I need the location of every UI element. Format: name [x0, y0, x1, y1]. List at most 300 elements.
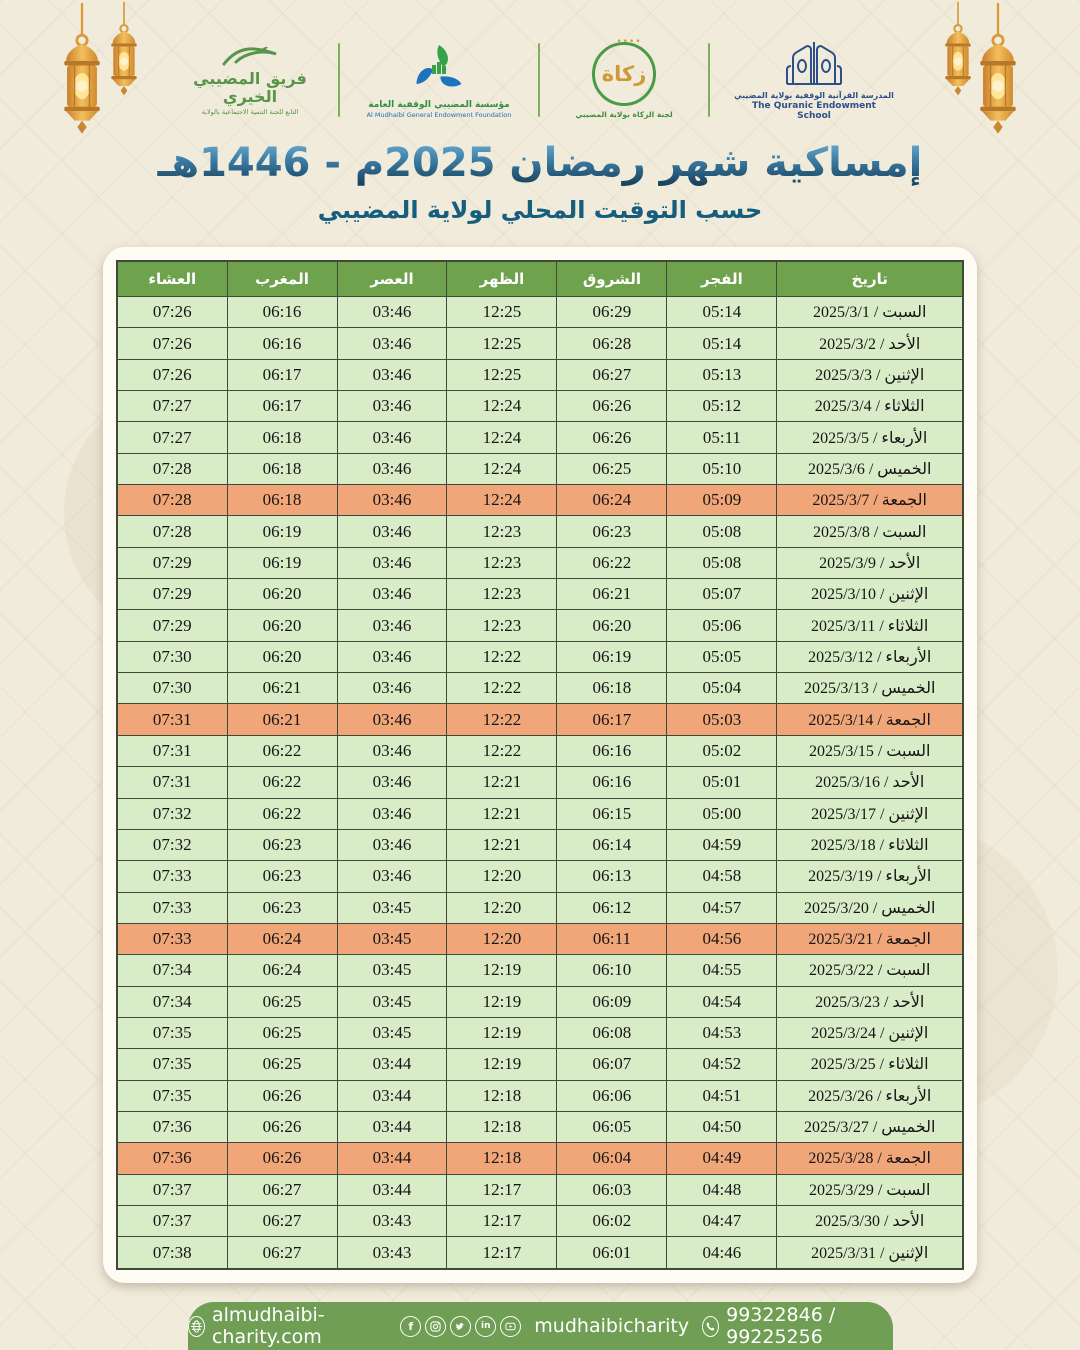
column-header-fajr: الفجر — [667, 261, 777, 297]
cell-dhuhr: 12:22 — [447, 704, 557, 735]
cell-shurooq: 06:16 — [557, 735, 667, 766]
cell-shurooq: 06:17 — [557, 704, 667, 735]
cell-fajr: 05:10 — [667, 453, 777, 484]
cell-maghrib: 06:22 — [227, 767, 337, 798]
cell-maghrib: 06:19 — [227, 516, 337, 547]
cell-shurooq: 06:26 — [557, 422, 667, 453]
cell-maghrib: 06:27 — [227, 1174, 337, 1205]
cell-dhuhr: 12:17 — [447, 1174, 557, 1205]
cell-shurooq: 06:13 — [557, 861, 667, 892]
cell-shurooq: 06:07 — [557, 1049, 667, 1080]
cell-isha: 07:36 — [117, 1143, 227, 1174]
cell-fajr: 05:01 — [667, 767, 777, 798]
cell-asr: 03:45 — [337, 1017, 447, 1048]
cell-isha: 07:27 — [117, 422, 227, 453]
cell-maghrib: 06:20 — [227, 641, 337, 672]
cell-shurooq: 06:23 — [557, 516, 667, 547]
cell-date: الجمعة / 2025/3/7 — [777, 485, 963, 516]
lantern-icon — [54, 0, 110, 146]
table-row — [117, 422, 963, 453]
cell-isha: 07:31 — [117, 704, 227, 735]
social-handle-text: mudhaibicharity — [534, 1315, 690, 1337]
cell-maghrib: 06:24 — [227, 923, 337, 954]
table-row — [117, 704, 963, 735]
cell-maghrib: 06:21 — [227, 673, 337, 704]
cell-asr: 03:44 — [337, 1080, 447, 1111]
table-row — [117, 297, 963, 328]
column-header-shurooq: الشروق — [557, 261, 667, 297]
cell-fajr: 05:08 — [667, 516, 777, 547]
cell-shurooq: 06:21 — [557, 579, 667, 610]
cell-date: الثلاثاء / 2025/3/11 — [777, 610, 963, 641]
globe-icon — [188, 1316, 205, 1337]
cell-date: الأربعاء / 2025/3/5 — [777, 422, 963, 453]
table-row — [117, 735, 963, 766]
phone-numbers: 99322846 / 99225256 — [726, 1304, 836, 1348]
cell-date: الأحد / 2025/3/2 — [777, 328, 963, 359]
cell-fajr: 04:57 — [667, 892, 777, 923]
cell-shurooq: 06:22 — [557, 547, 667, 578]
cell-asr: 03:46 — [337, 297, 447, 328]
cell-asr: 03:45 — [337, 955, 447, 986]
cell-date: الإثنين / 2025/3/10 — [777, 579, 963, 610]
cell-shurooq: 06:02 — [557, 1205, 667, 1236]
cell-dhuhr: 12:20 — [447, 923, 557, 954]
cell-isha: 07:27 — [117, 391, 227, 422]
zakat-ring-icon — [592, 36, 656, 106]
cell-asr: 03:44 — [337, 1049, 447, 1080]
cell-shurooq: 06:08 — [557, 1017, 667, 1048]
table-row — [117, 641, 963, 672]
cell-maghrib: 06:19 — [227, 547, 337, 578]
cell-maghrib: 06:17 — [227, 391, 337, 422]
cell-fajr: 05:04 — [667, 673, 777, 704]
cell-isha: 07:31 — [117, 735, 227, 766]
cell-shurooq: 06:28 — [557, 328, 667, 359]
cell-isha: 07:28 — [117, 516, 227, 547]
cell-dhuhr: 12:24 — [447, 391, 557, 422]
zakat-word: زكاة — [601, 61, 647, 86]
table-row — [117, 767, 963, 798]
cell-asr: 03:46 — [337, 861, 447, 892]
cell-isha: 07:33 — [117, 892, 227, 923]
cell-fajr: 05:11 — [667, 422, 777, 453]
cell-asr: 03:46 — [337, 328, 447, 359]
cell-asr: 03:43 — [337, 1237, 447, 1269]
cell-asr: 03:43 — [337, 1205, 447, 1236]
cell-maghrib: 06:24 — [227, 955, 337, 986]
table-row — [117, 1237, 963, 1269]
handle-segment — [534, 1315, 689, 1337]
website-segment — [188, 1304, 387, 1348]
cell-fajr: 05:09 — [667, 485, 777, 516]
table-row — [117, 986, 963, 1017]
cell-date: الأربعاء / 2025/3/19 — [777, 861, 963, 892]
table-row — [117, 673, 963, 704]
cell-shurooq: 06:06 — [557, 1080, 667, 1111]
cell-maghrib: 06:26 — [227, 1143, 337, 1174]
cell-fajr: 04:54 — [667, 986, 777, 1017]
cell-asr: 03:46 — [337, 673, 447, 704]
cell-date: الأربعاء / 2025/3/12 — [777, 641, 963, 672]
logo-zakat-title: لجنة الزكاة بولاية المضيبي — [575, 109, 673, 119]
cell-asr: 03:46 — [337, 453, 447, 484]
timetable-card — [103, 247, 977, 1283]
cell-dhuhr: 12:25 — [447, 328, 557, 359]
table-row — [117, 1143, 963, 1174]
phone-icon — [702, 1316, 719, 1337]
cell-date: الخميس / 2025/3/6 — [777, 453, 963, 484]
cell-maghrib: 06:25 — [227, 1017, 337, 1048]
cell-maghrib: 06:16 — [227, 297, 337, 328]
table-row — [117, 1080, 963, 1111]
cell-asr: 03:46 — [337, 516, 447, 547]
cell-date: الأحد / 2025/3/16 — [777, 767, 963, 798]
cell-shurooq: 06:11 — [557, 923, 667, 954]
cell-dhuhr: 12:23 — [447, 579, 557, 610]
cell-maghrib: 06:18 — [227, 422, 337, 453]
cell-maghrib: 06:18 — [227, 453, 337, 484]
table-row — [117, 516, 963, 547]
cell-asr: 03:44 — [337, 1143, 447, 1174]
cell-maghrib: 06:18 — [227, 485, 337, 516]
cell-date: السبت / 2025/3/29 — [777, 1174, 963, 1205]
cell-fajr: 05:12 — [667, 391, 777, 422]
cell-asr: 03:45 — [337, 892, 447, 923]
cell-isha: 07:31 — [117, 767, 227, 798]
cell-dhuhr: 12:20 — [447, 892, 557, 923]
cell-fajr: 04:56 — [667, 923, 777, 954]
cell-maghrib: 06:26 — [227, 1080, 337, 1111]
lantern-icon — [970, 0, 1026, 146]
table-row — [117, 453, 963, 484]
cell-date: الثلاثاء / 2025/3/4 — [777, 391, 963, 422]
table-row — [117, 923, 963, 954]
table-row — [117, 1049, 963, 1080]
cell-fajr: 04:52 — [667, 1049, 777, 1080]
cell-maghrib: 06:17 — [227, 359, 337, 390]
cell-dhuhr: 12:21 — [447, 767, 557, 798]
cell-asr: 03:46 — [337, 735, 447, 766]
cell-shurooq: 06:04 — [557, 1143, 667, 1174]
table-row — [117, 829, 963, 860]
cell-asr: 03:46 — [337, 704, 447, 735]
cell-isha: 07:26 — [117, 297, 227, 328]
cell-dhuhr: 12:21 — [447, 829, 557, 860]
cell-date: الإثنين / 2025/3/24 — [777, 1017, 963, 1048]
cell-isha: 07:35 — [117, 1017, 227, 1048]
cell-fajr: 04:59 — [667, 829, 777, 860]
cell-isha: 07:29 — [117, 547, 227, 578]
cell-isha: 07:34 — [117, 986, 227, 1017]
cell-dhuhr: 12:23 — [447, 610, 557, 641]
logo-foundation-title: مؤسسة المضيبي الوقفية العامة — [368, 100, 510, 110]
cell-fajr: 04:53 — [667, 1017, 777, 1048]
cell-maghrib: 06:16 — [227, 328, 337, 359]
cell-date: الثلاثاء / 2025/3/18 — [777, 829, 963, 860]
cell-dhuhr: 12:21 — [447, 798, 557, 829]
column-header-isha: العشاء — [117, 261, 227, 297]
cell-fajr: 04:50 — [667, 1111, 777, 1142]
youtube-icon — [500, 1316, 521, 1337]
logo-quranic-school — [734, 40, 894, 121]
cell-fajr: 05:13 — [667, 359, 777, 390]
cell-fajr: 04:58 — [667, 861, 777, 892]
table-row — [117, 892, 963, 923]
cell-dhuhr: 12:17 — [447, 1205, 557, 1236]
cell-date: الإثنين / 2025/3/31 — [777, 1237, 963, 1269]
cell-date: الثلاثاء / 2025/3/25 — [777, 1049, 963, 1080]
cell-isha: 07:29 — [117, 610, 227, 641]
cell-isha: 07:38 — [117, 1237, 227, 1269]
cell-dhuhr: 12:23 — [447, 516, 557, 547]
cell-dhuhr: 12:19 — [447, 1049, 557, 1080]
website-text: almudhaibi-charity.com — [211, 1304, 325, 1348]
cell-isha: 07:30 — [117, 673, 227, 704]
cell-maghrib: 06:25 — [227, 1049, 337, 1080]
cell-isha: 07:36 — [117, 1111, 227, 1142]
table-row — [117, 485, 963, 516]
cell-isha: 07:29 — [117, 579, 227, 610]
cell-fajr: 05:03 — [667, 704, 777, 735]
logos-strip — [186, 28, 894, 132]
cell-fajr: 05:08 — [667, 547, 777, 578]
cell-shurooq: 06:25 — [557, 453, 667, 484]
cell-maghrib: 06:27 — [227, 1237, 337, 1269]
cell-shurooq: 06:09 — [557, 986, 667, 1017]
table-row — [117, 1017, 963, 1048]
cell-shurooq: 06:24 — [557, 485, 667, 516]
cell-dhuhr: 12:25 — [447, 297, 557, 328]
cell-fajr: 04:55 — [667, 955, 777, 986]
cell-asr: 03:45 — [337, 986, 447, 1017]
twitter-icon — [450, 1316, 471, 1337]
cell-fajr: 04:49 — [667, 1143, 777, 1174]
cell-fajr: 05:14 — [667, 297, 777, 328]
cell-date: السبت / 2025/3/1 — [777, 297, 963, 328]
footer-bar — [188, 1302, 893, 1350]
cell-shurooq: 06:14 — [557, 829, 667, 860]
cell-shurooq: 06:01 — [557, 1237, 667, 1269]
cell-isha: 07:35 — [117, 1080, 227, 1111]
cell-asr: 03:45 — [337, 923, 447, 954]
table-row — [117, 610, 963, 641]
cell-maghrib: 06:23 — [227, 892, 337, 923]
cell-shurooq: 06:05 — [557, 1111, 667, 1142]
cell-maghrib: 06:27 — [227, 1205, 337, 1236]
cell-maghrib: 06:21 — [227, 704, 337, 735]
cell-fajr: 05:06 — [667, 610, 777, 641]
cell-dhuhr: 12:18 — [447, 1111, 557, 1142]
cell-date: الإثنين / 2025/3/3 — [777, 359, 963, 390]
cell-dhuhr: 12:24 — [447, 422, 557, 453]
cell-isha: 07:37 — [117, 1205, 227, 1236]
cell-asr: 03:46 — [337, 547, 447, 578]
cell-isha: 07:28 — [117, 453, 227, 484]
cell-date: الخميس / 2025/3/27 — [777, 1111, 963, 1142]
logo-school-title: المدرسة القرآنية الوقفية بولاية المضيبي — [734, 90, 894, 100]
logo-charity-title: فريق المضيبي الخيري — [193, 69, 307, 106]
cell-dhuhr: 12:20 — [447, 861, 557, 892]
table-row — [117, 798, 963, 829]
cell-asr: 03:46 — [337, 610, 447, 641]
logo-school-subtitle: The Quranic Endowment School — [751, 100, 876, 121]
cell-shurooq: 06:27 — [557, 359, 667, 390]
table-row — [117, 547, 963, 578]
cell-asr: 03:46 — [337, 798, 447, 829]
cell-isha: 07:30 — [117, 641, 227, 672]
cell-isha: 07:28 — [117, 485, 227, 516]
cell-asr: 03:46 — [337, 359, 447, 390]
cell-dhuhr: 12:22 — [447, 735, 557, 766]
table-row — [117, 359, 963, 390]
cell-asr: 03:46 — [337, 767, 447, 798]
logo-divider — [538, 43, 540, 117]
cell-asr: 03:46 — [337, 641, 447, 672]
cell-dhuhr: 12:19 — [447, 986, 557, 1017]
calligraphy-swoosh-icon — [220, 44, 280, 70]
phone-segment — [702, 1304, 893, 1348]
cell-date: الجمعة / 2025/3/21 — [777, 923, 963, 954]
logo-charity-subtitle: التابع للجنة التنمية الاجتماعية بالولاية — [201, 107, 299, 116]
logo-endowment-foundation — [364, 41, 514, 119]
cell-fajr: 05:02 — [667, 735, 777, 766]
cell-date: الجمعة / 2025/3/14 — [777, 704, 963, 735]
table-row — [117, 1111, 963, 1142]
cell-dhuhr: 12:18 — [447, 1080, 557, 1111]
cell-date: السبت / 2025/3/22 — [777, 955, 963, 986]
lantern-icon — [104, 0, 144, 104]
table-row — [117, 1205, 963, 1236]
social-icons — [400, 1316, 521, 1337]
cell-date: السبت / 2025/3/15 — [777, 735, 963, 766]
cell-shurooq: 06:15 — [557, 798, 667, 829]
table-body — [117, 297, 963, 1270]
cell-dhuhr: 12:24 — [447, 485, 557, 516]
logo-divider — [338, 43, 340, 117]
cell-fajr: 05:14 — [667, 328, 777, 359]
cell-maghrib: 06:22 — [227, 798, 337, 829]
column-header-date: تاريخ — [777, 261, 963, 297]
cell-fajr: 04:46 — [667, 1237, 777, 1269]
cell-shurooq: 06:26 — [557, 391, 667, 422]
cell-dhuhr: 12:22 — [447, 641, 557, 672]
cell-dhuhr: 12:18 — [447, 1143, 557, 1174]
cell-dhuhr: 12:22 — [447, 673, 557, 704]
linkedin-icon: in — [475, 1316, 496, 1337]
cell-isha: 07:35 — [117, 1049, 227, 1080]
cell-shurooq: 06:10 — [557, 955, 667, 986]
table-row — [117, 955, 963, 986]
page-subtitle: حسب التوقيت المحلي لولاية المضيبي — [317, 196, 763, 224]
cell-asr: 03:46 — [337, 485, 447, 516]
cell-maghrib: 06:23 — [227, 861, 337, 892]
cell-isha: 07:32 — [117, 829, 227, 860]
logo-zakat-committee — [564, 36, 684, 119]
cell-maghrib: 06:20 — [227, 610, 337, 641]
cell-maghrib: 06:26 — [227, 1111, 337, 1142]
cell-fajr: 05:05 — [667, 641, 777, 672]
cell-dhuhr: 12:19 — [447, 955, 557, 986]
cell-fajr: 05:07 — [667, 579, 777, 610]
table-row — [117, 391, 963, 422]
instagram-icon — [425, 1316, 446, 1337]
column-header-maghrib: المغرب — [227, 261, 337, 297]
cell-shurooq: 06:18 — [557, 673, 667, 704]
cell-asr: 03:46 — [337, 829, 447, 860]
logo-charity-team — [186, 44, 314, 115]
cell-dhuhr: 12:17 — [447, 1237, 557, 1269]
cell-date: السبت / 2025/3/8 — [777, 516, 963, 547]
cell-isha: 07:33 — [117, 861, 227, 892]
column-header-asr: العصر — [337, 261, 447, 297]
cell-maghrib: 06:22 — [227, 735, 337, 766]
cell-asr: 03:46 — [337, 422, 447, 453]
cell-shurooq: 06:16 — [557, 767, 667, 798]
endowment-foundation-icon — [410, 41, 468, 97]
cell-fajr: 04:47 — [667, 1205, 777, 1236]
cell-maghrib: 06:23 — [227, 829, 337, 860]
cell-date: الأحد / 2025/3/23 — [777, 986, 963, 1017]
cell-asr: 03:44 — [337, 1111, 447, 1142]
cell-shurooq: 06:12 — [557, 892, 667, 923]
logo-divider — [708, 43, 710, 117]
cell-maghrib: 06:20 — [227, 579, 337, 610]
cell-fajr: 05:00 — [667, 798, 777, 829]
cell-asr: 03:44 — [337, 1174, 447, 1205]
quranic-school-icon — [783, 40, 845, 88]
table-row — [117, 861, 963, 892]
column-header-dhuhr: الظهر — [447, 261, 557, 297]
cell-dhuhr: 12:24 — [447, 453, 557, 484]
cell-date: الجمعة / 2025/3/28 — [777, 1143, 963, 1174]
cell-date: الأربعاء / 2025/3/26 — [777, 1080, 963, 1111]
wheat-sprig-icon: •••• — [616, 36, 642, 47]
cell-fajr: 04:48 — [667, 1174, 777, 1205]
cell-isha: 07:26 — [117, 328, 227, 359]
cell-isha: 07:34 — [117, 955, 227, 986]
cell-asr: 03:46 — [337, 579, 447, 610]
page-title: إمساكية شهر رمضان 2025م - 1446هـ — [0, 140, 1080, 186]
table-row — [117, 579, 963, 610]
cell-maghrib: 06:25 — [227, 986, 337, 1017]
cell-isha: 07:33 — [117, 923, 227, 954]
facebook-icon: f — [400, 1316, 421, 1337]
logo-foundation-subtitle: Al Mudhaibi General Endowment Foundation — [366, 111, 512, 119]
cell-dhuhr: 12:23 — [447, 547, 557, 578]
cell-isha: 07:37 — [117, 1174, 227, 1205]
cell-shurooq: 06:19 — [557, 641, 667, 672]
table-header-row — [117, 261, 963, 297]
cell-date: الأحد / 2025/3/30 — [777, 1205, 963, 1236]
cell-isha: 07:26 — [117, 359, 227, 390]
table-row — [117, 1174, 963, 1205]
cell-date: الأحد / 2025/3/9 — [777, 547, 963, 578]
cell-dhuhr: 12:25 — [447, 359, 557, 390]
cell-dhuhr: 12:19 — [447, 1017, 557, 1048]
cell-shurooq: 06:03 — [557, 1174, 667, 1205]
cell-fajr: 04:51 — [667, 1080, 777, 1111]
cell-asr: 03:46 — [337, 391, 447, 422]
cell-shurooq: 06:29 — [557, 297, 667, 328]
cell-isha: 07:32 — [117, 798, 227, 829]
cell-shurooq: 06:20 — [557, 610, 667, 641]
prayer-times-table — [116, 260, 964, 1270]
cell-date: الخميس / 2025/3/13 — [777, 673, 963, 704]
table-row — [117, 328, 963, 359]
cell-date: الخميس / 2025/3/20 — [777, 892, 963, 923]
cell-date: الإثنين / 2025/3/17 — [777, 798, 963, 829]
